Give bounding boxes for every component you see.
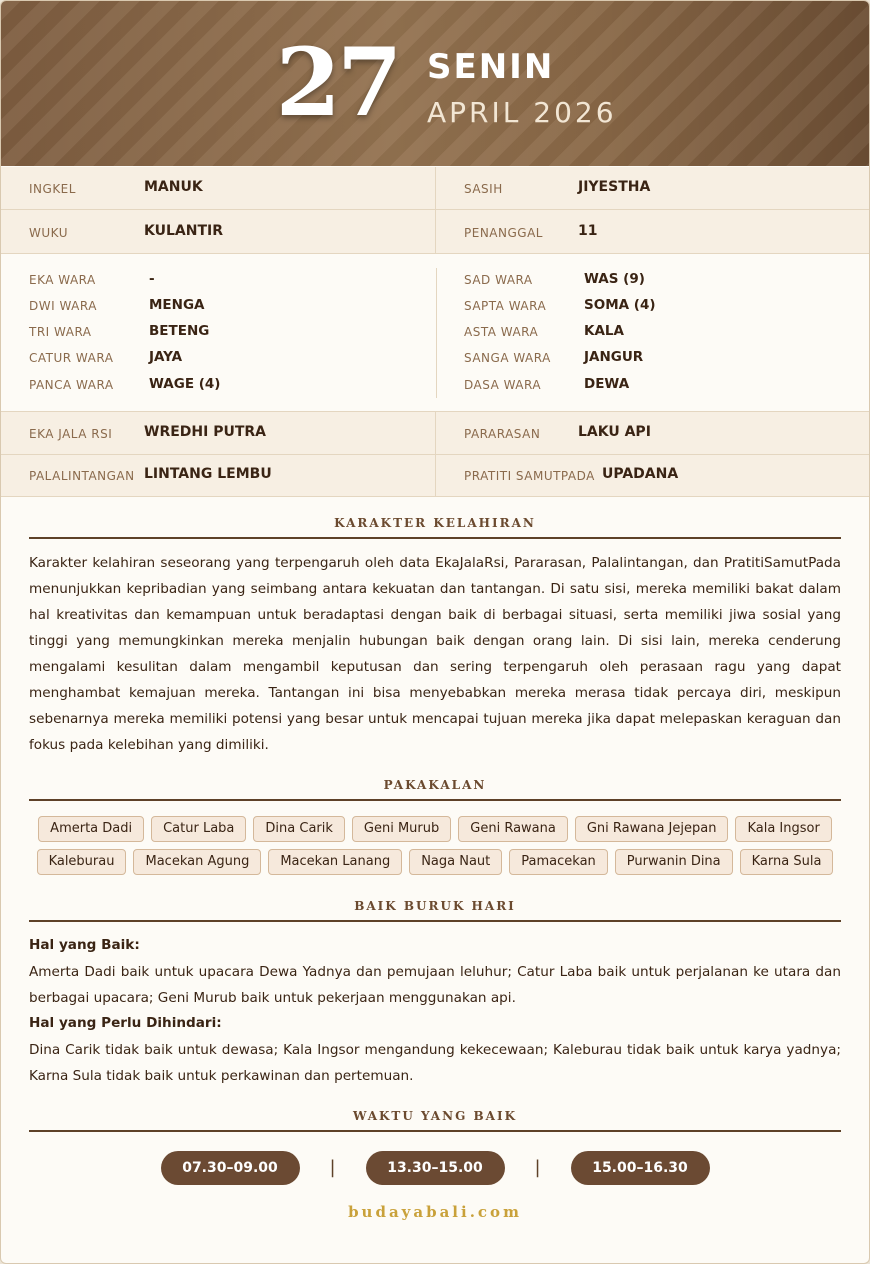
info-value: WREDHI PUTRA xyxy=(144,424,267,440)
wara-value: BETENG xyxy=(149,323,210,339)
info-label: SASIH xyxy=(464,182,503,196)
time-slot-pill: 15.00–16.30 xyxy=(571,1151,710,1185)
wara-value: WAS (9) xyxy=(584,271,645,287)
time-slot-pill: 07.30–09.00 xyxy=(161,1151,300,1185)
pakakalan-chip: Macekan Lanang xyxy=(268,849,402,875)
pakakalan-chip: Catur Laba xyxy=(151,816,246,842)
pakakalan-chip: Macekan Agung xyxy=(133,849,261,875)
wara-value: WAGE (4) xyxy=(149,376,221,392)
day-number: 27 xyxy=(275,28,399,138)
time-separator: | xyxy=(329,1157,336,1178)
info-label: PENANGGAL xyxy=(464,226,543,240)
time-separator: | xyxy=(534,1157,541,1178)
wara-value: SOMA (4) xyxy=(584,297,656,313)
karakter-text: Karakter kelahiran seseorang yang terpengaruh oleh data EkaJalaRsi, Pararasan, Palalintangan, dan PratitiSamutPada menunjukkan kepribadian yang seimbang antara kekuatan dan tantangan. Di satu sisi, mereka memiliki bakat dalam hal kreativitas dan kemampuan untuk beradaptasi dengan baik di berbagai situasi, serta memiliki jiwa sosial yang tinggi yang memungkinkan mereka menjalin hubungan baik dengan orang lain. Di sisi lain, mereka cenderung mengalami kesulitan dalam mengambil keputusan dan sering terpengaruh oleh perasaan ragu yang dapat menghambat kemajuan mereka. Tantangan ini bisa menyebabkan mereka merasa tidak percaya diri, meskipun sebenarnya mereka memiliki potensi yang besar untuk mencapai tujuan mereka jika dapat melepaskan keraguan dan fokus pada kelebihan yang dimiliki. xyxy=(29,555,841,753)
info-value: JIYESTHA xyxy=(578,179,651,195)
section-title-karakter: KARAKTER KELAHIRAN xyxy=(334,516,536,530)
info-label: EKA JALA RSI xyxy=(29,427,113,441)
wara-value: - xyxy=(149,271,155,287)
wara-value: JAYA xyxy=(149,349,183,365)
wara-grid xyxy=(1,254,869,412)
info-cell-wuku xyxy=(1,210,436,253)
info-cell-ekajalarsi xyxy=(1,412,436,454)
pakakalan-chip: Geni Murub xyxy=(352,816,451,842)
wara-label: EKA WARA xyxy=(29,273,96,287)
info-value: 11 xyxy=(578,223,598,239)
info-cell-penanggal xyxy=(436,210,869,253)
section-title-pakakalan: PAKAKALAN xyxy=(383,778,487,792)
info-label: INGKEL xyxy=(29,182,76,196)
avoid-heading: Hal yang Perlu Dihindari: xyxy=(29,1015,222,1031)
info-label: PALALINTANGAN xyxy=(29,469,135,483)
pakakalan-chip: Naga Naut xyxy=(409,849,502,875)
wara-divider xyxy=(436,268,437,398)
info-label: PRATITI SAMUTPADA xyxy=(464,469,595,483)
section-title-waktu: WAKTU YANG BAIK xyxy=(352,1109,518,1123)
info-label: PARARASAN xyxy=(464,427,541,441)
footer-brand: budayabali.com xyxy=(348,1203,522,1221)
good-heading: Hal yang Baik: xyxy=(29,937,140,953)
info-row-ingkel xyxy=(1,167,869,210)
time-slot-pill: 13.30–15.00 xyxy=(366,1151,505,1185)
info-cell-ingkel xyxy=(1,167,436,209)
wara-label: SANGA WARA xyxy=(464,351,551,365)
pakakalan-chip: Kaleburau xyxy=(37,849,127,875)
wara-label: DWI WARA xyxy=(29,299,97,313)
time-slots xyxy=(1,1150,869,1186)
info-value: LAKU API xyxy=(578,424,651,440)
pakakalan-chip: Dina Carik xyxy=(253,816,345,842)
section-rule xyxy=(29,920,841,922)
wara-value: JANGUR xyxy=(584,349,644,365)
wara-label: DASA WARA xyxy=(464,378,542,392)
pakakalan-row-1 xyxy=(29,816,841,842)
info-cell-pratiti xyxy=(436,455,869,496)
section-title-baik-buruk: BAIK BURUK HARI xyxy=(354,899,516,913)
pakakalan-chip: Pamacekan xyxy=(509,849,608,875)
wara-value: DEWA xyxy=(584,376,630,392)
wara-label: ASTA WARA xyxy=(464,325,539,339)
section-rule xyxy=(29,1130,841,1132)
wara-label: SAD WARA xyxy=(464,273,533,287)
section-rule xyxy=(29,537,841,539)
pakakalan-chip: Karna Sula xyxy=(740,849,834,875)
info-value: UPADANA xyxy=(602,466,679,482)
info-cell-sasih xyxy=(436,167,869,209)
wara-label: TRI WARA xyxy=(29,325,92,339)
info-value: MANUK xyxy=(144,179,203,195)
month-year: APRIL 2026 xyxy=(427,96,617,129)
info-value: KULANTIR xyxy=(144,223,223,239)
pakakalan-chip: Amerta Dadi xyxy=(38,816,144,842)
info-label: WUKU xyxy=(29,226,68,240)
section-rule xyxy=(29,799,841,801)
info-value: LINTANG LEMBU xyxy=(144,466,272,482)
info-cell-pararasan xyxy=(436,412,869,454)
wara-label: PANCA WARA xyxy=(29,378,114,392)
wara-label: CATUR WARA xyxy=(29,351,114,365)
wara-label: SAPTA WARA xyxy=(464,299,547,313)
pakakalan-chip: Purwanin Dina xyxy=(615,849,733,875)
avoid-text: Dina Carik tidak baik untuk dewasa; Kala Ingsor mengandung kekecewaan; Kaleburau tidak baik untuk karya yadnya; Karna Sula tidak baik untuk perkawinan dan pertemuan. xyxy=(29,1042,841,1084)
wara-value: MENGA xyxy=(149,297,205,313)
info-cell-palalintangan xyxy=(1,455,436,496)
pakakalan-chip: Gni Rawana Jejepan xyxy=(575,816,729,842)
info-row-ekajalarsi xyxy=(1,412,869,455)
good-text: Amerta Dadi baik untuk upacara Dewa Yadnya dan pemujaan leluhur; Catur Laba baik untuk perjalanan ke utara dan berbagai upacara; Geni Murub baik untuk pekerjaan menggunakan api. xyxy=(29,964,841,1006)
info-row-palalintangan xyxy=(1,455,869,497)
pakakalan-chip: Geni Rawana xyxy=(458,816,568,842)
date-header xyxy=(1,1,869,166)
pakakalan-row-2 xyxy=(29,849,841,875)
info-row-wuku xyxy=(1,210,869,254)
wara-value: KALA xyxy=(584,323,624,339)
pakakalan-chip: Kala Ingsor xyxy=(735,816,831,842)
day-name: SENIN xyxy=(427,47,555,87)
